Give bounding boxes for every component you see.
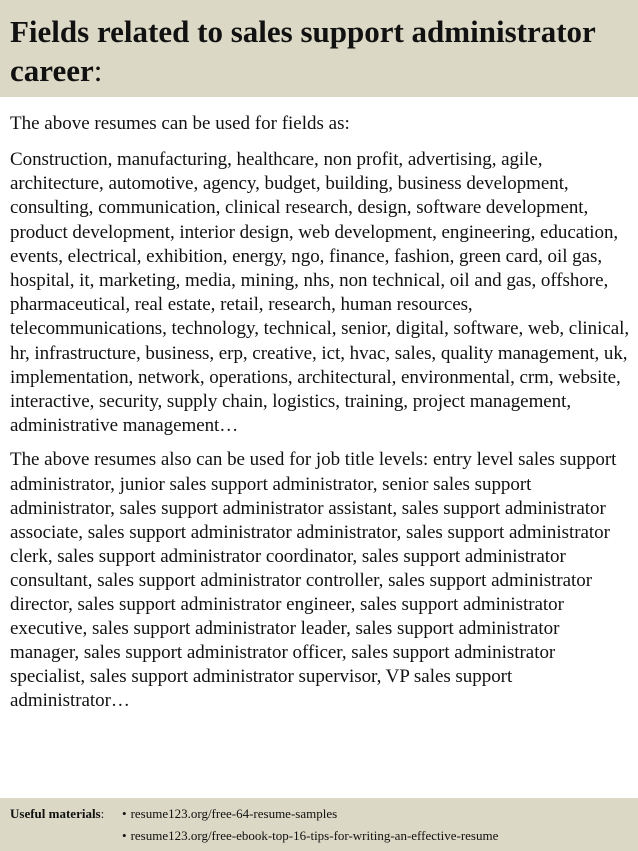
footer-link-2[interactable] — [122, 825, 498, 847]
footer-link-2-text: resume123.org/free-ebook-top-16-tips-for-writing-an-effective-resume — [130, 828, 499, 843]
useful-materials-footer — [0, 798, 638, 851]
job-title-levels: The above resumes also can be used for job title levels: entry level sales support administrator, junior sales support administrator, senior sales support administrator, sales support administrator assistant, sales support administrator associate, sales support administrator administrator, sales support administrator clerk, sales support administrator coordinator, sales support administrator consultant, sales support administrator controller, sales support administrator director, sales support administrator engineer, sales support administrator executive, sales support administrator leader, sales support administrator manager, sales support administrator officer, sales support administrator specialist, sales support administrator supervisor, VP sales support administrator… — [10, 449, 617, 712]
footer-label-text: Useful materials — [10, 806, 101, 821]
intro-text: The above resumes can be used for fields as: — [10, 113, 350, 134]
footer-label-spacer — [10, 825, 122, 847]
fields-list: Construction, manufacturing, healthcare, non profit, advertising, agile, architecture, automotive, agency, budget, building, business development, consulting, communication, clinical research, design, software development, product development, interior design, web development, engineering, education, events, electrical, exhibition, energy, ngo, finance, fashion, green card, oil gas, hospital, it, marketing, media, mining, nhs, non technical, oil and gas, offshore, pharmaceutical, real estate, retail, research, human resources, telecommunications, technology, technical, senior, digital, software, web, clinical, hr, infrastructure, business, erp, creative, ict, hvac, sales, quality management, uk, implementation, network, operations, architectural, environmental, crm, website, interactive, security, supply chain, logistics, training, project management, administrative management… — [10, 149, 630, 437]
bullet-icon: • — [122, 828, 127, 843]
page-title — [10, 12, 626, 90]
footer-row-1 — [10, 803, 628, 825]
bullet-icon: • — [122, 806, 127, 821]
footer-link-1[interactable] — [122, 803, 337, 825]
footer-row-2 — [10, 825, 628, 847]
header-banner — [0, 0, 638, 97]
page-title-text: Fields related to sales support administrator career — [10, 14, 596, 88]
page-title-colon: : — [93, 53, 103, 88]
footer-link-1-text: resume123.org/free-64-resume-samples — [130, 806, 338, 821]
footer-label — [10, 803, 122, 825]
footer-label-separator: : — [100, 806, 105, 821]
main-content — [10, 97, 630, 713]
